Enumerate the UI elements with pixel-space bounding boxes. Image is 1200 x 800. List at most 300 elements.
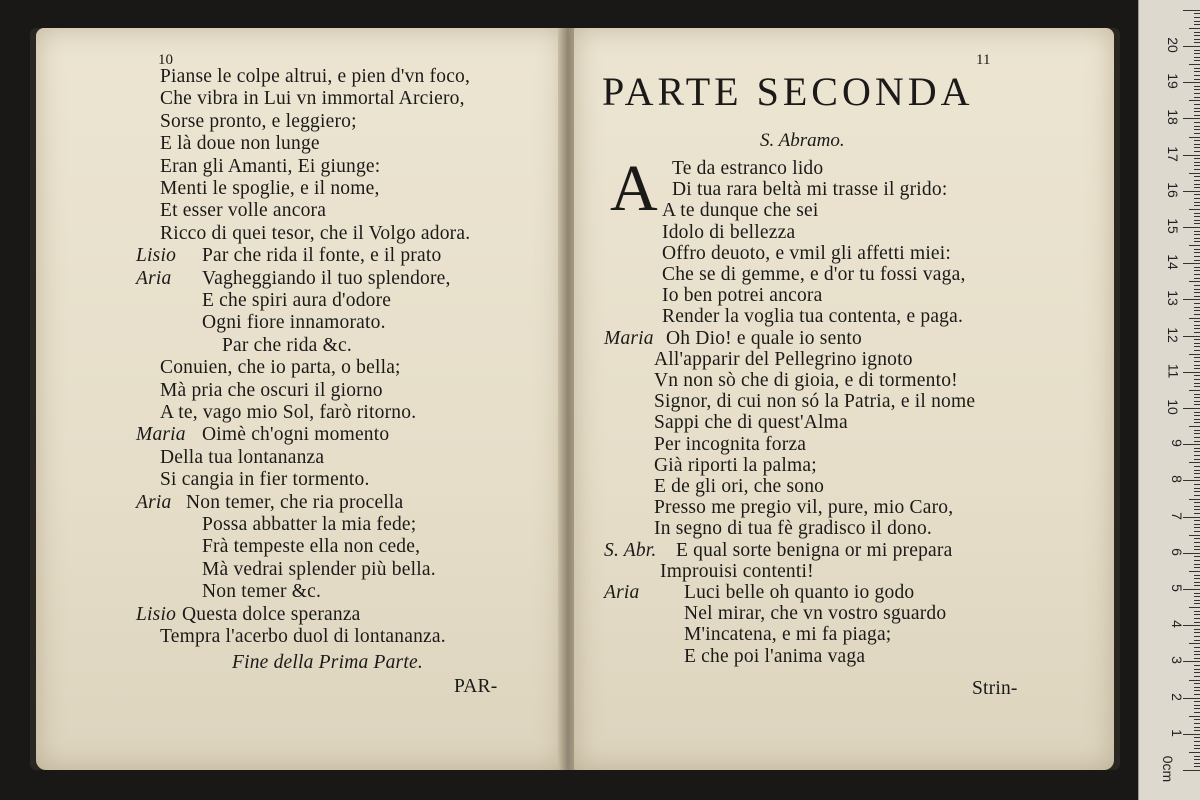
ruler-tick: [1194, 506, 1200, 507]
ruler-tick: [1194, 39, 1200, 40]
ruler-tick: [1189, 716, 1200, 717]
ruler-tick: [1194, 129, 1200, 130]
verse-line: Oh Dio! e quale io sento: [666, 327, 862, 349]
ruler-tick: [1194, 307, 1200, 308]
ruler-tick: [1194, 176, 1200, 177]
ruler-tick: [1189, 426, 1200, 427]
verse-line: Sorse pronto, e leggiero;: [160, 110, 357, 132]
ruler-tick: [1194, 622, 1200, 623]
ruler-tick: [1194, 412, 1200, 413]
ruler-tick: [1194, 556, 1200, 557]
ruler-tick: [1194, 524, 1200, 525]
ruler-tick: [1194, 491, 1200, 492]
ruler-tick: [1183, 661, 1200, 662]
ruler-label: 11: [1165, 363, 1182, 379]
ruler-label: 0cm: [1159, 755, 1176, 783]
ruler-tick: [1194, 665, 1200, 666]
ruler-tick: [1194, 585, 1200, 586]
ruler-tick: [1189, 643, 1200, 644]
ruler-tick: [1194, 593, 1200, 594]
ruler-tick: [1194, 289, 1200, 290]
ruler-tick: [1194, 50, 1200, 51]
ruler-tick: [1194, 470, 1200, 471]
ruler-tick: [1194, 350, 1200, 351]
ruler-tick: [1194, 741, 1200, 742]
ruler-tick: [1194, 79, 1200, 80]
ruler-label: 4: [1169, 620, 1186, 629]
drop-cap: A: [610, 152, 658, 225]
ruler-label: 2: [1169, 692, 1186, 701]
ruler-tick: [1194, 564, 1200, 565]
ruler-tick: [1183, 155, 1200, 156]
ruler-tick: [1183, 263, 1200, 264]
ruler-tick: [1194, 379, 1200, 380]
verse-line: E de gli ori, che sono: [654, 476, 825, 497]
verse-line: Nel mirar, che vn vostro sguardo: [684, 603, 947, 625]
ruler-tick: [1183, 698, 1200, 699]
speaker-label: Aria: [136, 267, 172, 289]
ruler-tick: [1194, 234, 1200, 235]
verse-line: Sappi che di quest'Alma: [654, 412, 848, 434]
ruler-tick: [1194, 346, 1200, 347]
verse-line: Signor, di cui non só la Patria, e il nome: [654, 391, 976, 413]
ruler-tick: [1194, 310, 1200, 311]
ruler-tick: [1194, 488, 1200, 489]
ruler-label: 19: [1165, 73, 1182, 89]
ruler-tick: [1183, 589, 1200, 590]
ruler-tick: [1194, 560, 1200, 561]
ruler-tick: [1194, 614, 1200, 615]
ruler-tick: [1183, 553, 1200, 554]
ruler-tick: [1194, 509, 1200, 510]
ruler-tick: [1183, 10, 1200, 11]
ruler-tick: [1189, 390, 1200, 391]
ruler-tick: [1194, 578, 1200, 579]
ruler-label: 16: [1165, 182, 1182, 198]
catchword: Strin-: [972, 678, 1018, 699]
ruler-tick: [1194, 397, 1200, 398]
ruler-tick: [1194, 495, 1200, 496]
ruler-tick: [1194, 632, 1200, 633]
ruler-tick: [1194, 147, 1200, 148]
speaker-label: Aria: [136, 491, 172, 513]
ruler-tick: [1183, 227, 1200, 228]
ruler-tick: [1194, 104, 1200, 105]
ruler-tick: [1194, 158, 1200, 159]
open-book: [30, 28, 1120, 770]
ruler-tick: [1194, 216, 1200, 217]
ruler-tick: [1194, 274, 1200, 275]
verse-line: Presso me pregio vil, pure, mio Caro,: [654, 497, 954, 519]
ruler-tick: [1194, 144, 1200, 145]
ruler-tick: [1194, 60, 1200, 61]
verse-line: Par che rida &c.: [222, 334, 352, 356]
ruler-label: 10: [1165, 399, 1182, 415]
ruler-tick: [1194, 430, 1200, 431]
ruler-tick: [1194, 140, 1200, 141]
ruler-tick: [1194, 466, 1200, 467]
ruler-tick: [1194, 531, 1200, 532]
ruler-tick: [1194, 328, 1200, 329]
ruler-tick: [1194, 484, 1200, 485]
ruler-label: 20: [1165, 37, 1182, 53]
ruler-tick: [1194, 270, 1200, 271]
ruler-tick: [1194, 180, 1200, 181]
verse-line: Di tua rara beltà mi trasse il grido:: [672, 179, 948, 201]
ruler-tick: [1194, 437, 1200, 438]
ruler-tick: [1183, 46, 1200, 47]
ruler-tick: [1194, 314, 1200, 315]
ruler-tick: [1189, 571, 1200, 572]
verse-line: Possa abbatter la mia fede;: [202, 514, 417, 535]
ruler-tick: [1194, 75, 1200, 76]
ruler-tick: [1194, 451, 1200, 452]
ruler-tick: [1194, 249, 1200, 250]
ruler-label: 7: [1169, 511, 1186, 520]
ruler-tick: [1194, 575, 1200, 576]
ruler-label: 3: [1169, 656, 1186, 665]
ruler-tick: [1194, 386, 1200, 387]
ruler-tick: [1189, 100, 1200, 101]
ruler-tick: [1194, 567, 1200, 568]
ruler-tick: [1194, 205, 1200, 206]
ruler-tick: [1194, 549, 1200, 550]
ruler-tick: [1194, 629, 1200, 630]
left-page: [36, 28, 564, 770]
verse-line: Conuien, che io parta, o bella;: [160, 357, 401, 379]
ruler-tick: [1194, 705, 1200, 706]
ruler-tick: [1194, 223, 1200, 224]
ruler-tick: [1194, 618, 1200, 619]
ruler-tick: [1183, 625, 1200, 626]
ruler-tick: [1194, 658, 1200, 659]
ruler-tick: [1189, 318, 1200, 319]
ruler-tick: [1194, 473, 1200, 474]
verse-line: A te dunque che sei: [662, 200, 819, 222]
ruler-tick: [1194, 296, 1200, 297]
ruler-tick: [1189, 209, 1200, 210]
ruler-tick: [1194, 13, 1200, 14]
verse-line: E che spiri aura d'odore: [202, 290, 392, 311]
verse-line: Ogni fiore innamorato.: [202, 312, 386, 334]
verse-line: Menti le spoglie, e il nome,: [160, 178, 380, 199]
ruler-tick: [1194, 93, 1200, 94]
ruler-tick: [1194, 24, 1200, 25]
ruler-tick: [1194, 21, 1200, 22]
verse-line: Ricco di quei tesor, che il Volgo adora.: [160, 222, 471, 244]
ruler-tick: [1194, 520, 1200, 521]
verse-line: Et esser volle ancora: [160, 200, 327, 222]
ruler-label: 15: [1165, 218, 1182, 234]
ruler-tick: [1194, 86, 1200, 87]
ruler-tick: [1194, 231, 1200, 232]
verse-line: Tempra l'acerbo duol di lontananza.: [160, 626, 446, 647]
ruler-tick: [1194, 35, 1200, 36]
ruler-tick: [1183, 118, 1200, 119]
ruler-tick: [1194, 285, 1200, 286]
measuring-ruler: [1138, 0, 1200, 800]
ruler-tick: [1194, 538, 1200, 539]
ruler-tick: [1194, 748, 1200, 749]
ruler-tick: [1194, 603, 1200, 604]
ruler-tick: [1183, 336, 1200, 337]
ruler-tick: [1194, 404, 1200, 405]
ruler-tick: [1194, 368, 1200, 369]
ruler-tick: [1189, 680, 1200, 681]
ruler-tick: [1194, 252, 1200, 253]
ruler-tick: [1183, 734, 1200, 735]
verse-line: Par che rida il fonte, e il prato: [202, 245, 442, 267]
ruler-tick: [1194, 42, 1200, 43]
verse-line: In segno di tua fè gradisco il dono.: [654, 518, 932, 540]
ruler-tick: [1194, 654, 1200, 655]
ruler-tick: [1189, 173, 1200, 174]
ruler-tick: [1189, 137, 1200, 138]
verse-line: Eran gli Amanti, Ei giunge:: [160, 155, 381, 177]
ruler-tick: [1194, 694, 1200, 695]
ruler-tick: [1189, 752, 1200, 753]
ruler-tick: [1194, 502, 1200, 503]
ruler-tick: [1183, 480, 1200, 481]
ruler-tick: [1183, 372, 1200, 373]
ruler-tick: [1194, 647, 1200, 648]
ruler-label: 18: [1165, 109, 1182, 126]
verse-line: Io ben potrei ancora: [662, 285, 823, 307]
verse-line: Non temer, che ria procella: [186, 491, 404, 513]
ruler-tick: [1189, 354, 1200, 355]
ruler-tick: [1194, 169, 1200, 170]
ruler-tick: [1194, 745, 1200, 746]
ruler-tick: [1194, 126, 1200, 127]
ruler-tick: [1194, 756, 1200, 757]
ruler-tick: [1194, 260, 1200, 261]
verse-line: Mà vedrai splender più bella.: [202, 558, 436, 580]
ruler-tick: [1189, 535, 1200, 536]
verse-line: Non temer &c.: [202, 581, 322, 603]
ruler-label: 8: [1169, 475, 1186, 484]
verse-line: Vn non sò che di gioia, e di tormento!: [654, 370, 958, 391]
ruler-label: 14: [1165, 254, 1182, 270]
ruler-tick: [1194, 394, 1200, 395]
verse-line: Questa dolce speranza: [182, 603, 361, 625]
speaker-heading: S. Abramo.: [760, 130, 845, 151]
verse-line: Che vibra in Lui vn immortal Arciero,: [160, 88, 465, 110]
ruler-tick: [1194, 32, 1200, 33]
ruler-tick: [1194, 727, 1200, 728]
ruler-tick: [1194, 723, 1200, 724]
ruler-tick: [1194, 184, 1200, 185]
ruler-tick: [1194, 339, 1200, 340]
ruler-tick: [1194, 325, 1200, 326]
ruler-tick: [1194, 701, 1200, 702]
verse-line: E qual sorte benigna or mi prepara: [676, 539, 953, 561]
verse-line: Per incognita forza: [654, 433, 807, 455]
ruler-tick: [1194, 256, 1200, 257]
ruler-tick: [1194, 375, 1200, 376]
verse-line: Già riporti la palma;: [654, 454, 817, 476]
verse-line: Idolo di bellezza: [662, 221, 796, 243]
ruler-tick: [1194, 676, 1200, 677]
ruler-tick: [1189, 64, 1200, 65]
ruler-tick: [1194, 68, 1200, 69]
ruler-tick: [1194, 278, 1200, 279]
ruler-tick: [1194, 89, 1200, 90]
ruler-label: 5: [1169, 584, 1186, 592]
ruler-tick: [1194, 383, 1200, 384]
ruler-tick: [1194, 759, 1200, 760]
ruler-tick: [1194, 187, 1200, 188]
ruler-tick: [1194, 198, 1200, 199]
ruler-tick: [1194, 238, 1200, 239]
ruler-label: 1: [1169, 728, 1186, 737]
verse-line: Oimè ch'ogni momento: [202, 424, 390, 446]
ruler-tick: [1183, 408, 1200, 409]
ruler-tick: [1194, 719, 1200, 720]
verse-line: All'apparir del Pellegrino ignoto: [654, 348, 913, 370]
ruler-tick: [1189, 281, 1200, 282]
ruler-tick: [1194, 361, 1200, 362]
verse-line: A te, vago mio Sol, farò ritorno.: [160, 402, 417, 423]
ruler-tick: [1194, 111, 1200, 112]
ruler-tick: [1194, 640, 1200, 641]
ruler-label: 13: [1165, 290, 1182, 307]
ruler-label: 17: [1165, 145, 1182, 162]
verse-line: Della tua lontananza: [160, 446, 325, 468]
page-number-right: 11: [976, 52, 991, 68]
verse-line: Luci belle oh quanto io godo: [684, 582, 915, 603]
ruler-tick: [1183, 82, 1200, 83]
ruler-tick: [1183, 299, 1200, 300]
ruler-tick: [1194, 513, 1200, 514]
ruler-tick: [1194, 546, 1200, 547]
ruler-tick: [1183, 444, 1200, 445]
ruler-tick: [1194, 708, 1200, 709]
ruler-tick: [1194, 737, 1200, 738]
ruler-tick: [1194, 651, 1200, 652]
catchword: PAR-: [454, 676, 498, 697]
ruler-label: 12: [1165, 326, 1182, 343]
ruler-tick: [1194, 241, 1200, 242]
verse-line: Offro deuoto, e vmil gli affetti miei:: [662, 242, 952, 264]
ruler-tick: [1194, 151, 1200, 152]
verse-line: Si cangia in fier tormento.: [160, 469, 370, 491]
ruler-tick: [1189, 245, 1200, 246]
ruler-tick: [1194, 766, 1200, 767]
ruler-tick: [1194, 448, 1200, 449]
part-ending: Fine della Prima Parte.: [232, 652, 423, 673]
speaker-label: Aria: [604, 582, 640, 603]
ruler-tick: [1194, 122, 1200, 123]
ruler-tick: [1189, 607, 1200, 608]
ruler-tick: [1194, 763, 1200, 764]
ruler-tick: [1194, 57, 1200, 58]
ruler-tick: [1194, 669, 1200, 670]
ruler-tick: [1194, 441, 1200, 442]
ruler-tick: [1194, 542, 1200, 543]
ruler-tick: [1194, 343, 1200, 344]
ruler-tick: [1183, 770, 1200, 771]
ruler-tick: [1194, 365, 1200, 366]
ruler-tick: [1194, 71, 1200, 72]
ruler-tick: [1194, 477, 1200, 478]
speaker-label: Maria: [604, 327, 654, 349]
ruler-label: 6: [1169, 547, 1186, 556]
ruler-tick: [1194, 332, 1200, 333]
ruler-tick: [1194, 115, 1200, 116]
ruler-tick: [1194, 600, 1200, 601]
ruler-tick: [1194, 636, 1200, 637]
ruler-tick: [1194, 162, 1200, 163]
ruler-tick: [1194, 433, 1200, 434]
ruler-tick: [1194, 527, 1200, 528]
ruler-tick: [1194, 267, 1200, 268]
ruler-tick: [1194, 303, 1200, 304]
ruler-tick: [1194, 133, 1200, 134]
ruler-tick: [1194, 17, 1200, 18]
ruler-tick: [1194, 292, 1200, 293]
ruler-tick: [1194, 202, 1200, 203]
ruler-tick: [1189, 499, 1200, 500]
ruler-tick: [1194, 459, 1200, 460]
verse-line: Mà pria che oscuri il giorno: [160, 379, 383, 401]
ruler-tick: [1194, 53, 1200, 54]
ruler-tick: [1194, 401, 1200, 402]
verse-line: Render la voglia tua contenta, e paga.: [662, 306, 964, 328]
ruler-tick: [1194, 712, 1200, 713]
ruler-tick: [1189, 462, 1200, 463]
verse-line: Frà tempeste ella non cede,: [202, 536, 421, 558]
speaker-label: Lisio: [136, 603, 177, 625]
verse-line: Che se di gemme, e d'or tu fossi vaga,: [662, 264, 966, 285]
ruler-label: 9: [1169, 439, 1186, 448]
ruler-tick: [1194, 357, 1200, 358]
ruler-tick: [1194, 194, 1200, 195]
verse-line: E che poi l'anima vaga: [684, 645, 866, 667]
ruler-tick: [1194, 422, 1200, 423]
verse-line: Pianse le colpe altrui, e pien d'vn foco,: [160, 66, 471, 87]
verse-line: Te da estranco lido: [672, 158, 824, 179]
ruler-tick: [1183, 191, 1200, 192]
verse-line: E là doue non lunge: [160, 133, 320, 155]
ruler-tick: [1194, 213, 1200, 214]
ruler-tick: [1194, 687, 1200, 688]
right-page: [574, 28, 1114, 770]
speaker-label: Maria: [136, 424, 186, 446]
ruler-tick: [1194, 730, 1200, 731]
ruler-tick: [1194, 611, 1200, 612]
verse-line: Vagheggiando il tuo splendore,: [202, 267, 451, 289]
speaker-label: Lisio: [136, 245, 177, 267]
verse-line: Improuisi contenti!: [660, 560, 814, 582]
ruler-tick: [1194, 455, 1200, 456]
page-number-left: 10: [158, 52, 173, 68]
ruler-tick: [1189, 28, 1200, 29]
ruler-tick: [1194, 415, 1200, 416]
page-title: PARTE SECONDA: [602, 69, 974, 114]
ruler-tick: [1194, 690, 1200, 691]
ruler-tick: [1194, 165, 1200, 166]
ruler-tick: [1194, 220, 1200, 221]
ruler-tick: [1194, 321, 1200, 322]
ruler-tick: [1194, 97, 1200, 98]
ruler-tick: [1194, 672, 1200, 673]
ruler-tick: [1194, 108, 1200, 109]
ruler-tick: [1194, 419, 1200, 420]
ruler-tick: [1194, 582, 1200, 583]
verse-line: M'incatena, e mi fa piaga;: [684, 624, 892, 646]
ruler-tick: [1183, 517, 1200, 518]
ruler-tick: [1194, 596, 1200, 597]
